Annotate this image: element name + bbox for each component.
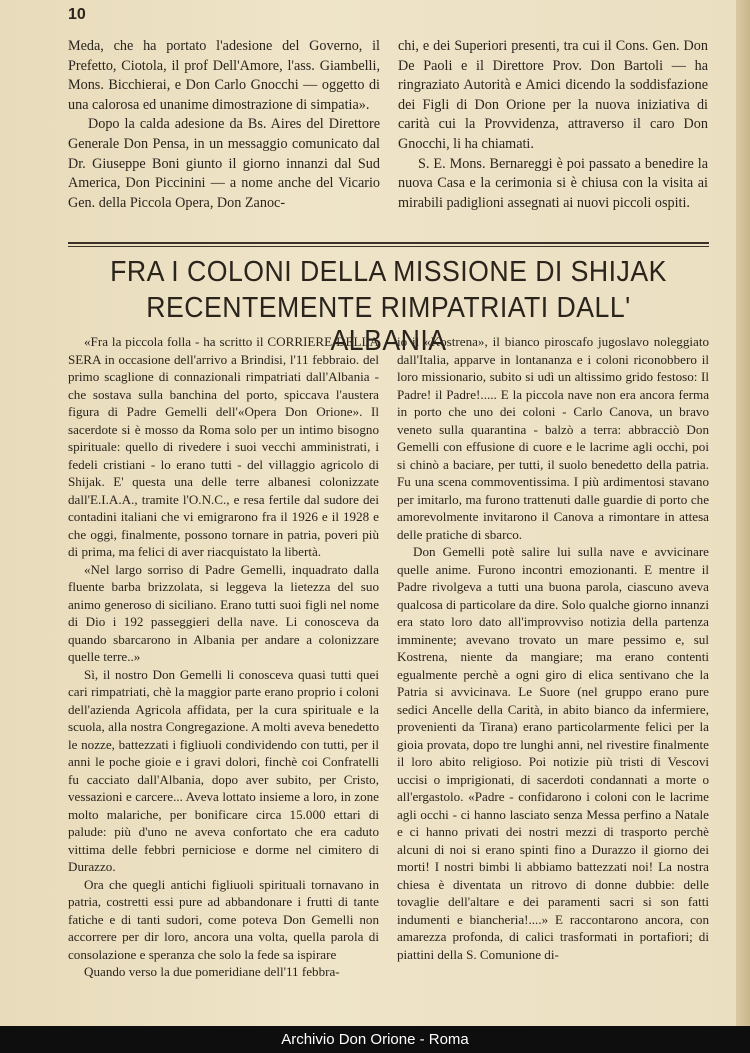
article-paragraph: io il «Kostrena», il bianco piroscafo jugoslavo noleggiato dall'Italia, apparve in lontananza e i coloni riconobbero il loro missionario, subito si udì un altissimo grido festoso: Il Padre! il Padre!..... E la piccola nave non era ancora ferma in porto che uno dei coloni - Carlo Canova, un bravo veneto sulla quarantina - balzò a terra: abbracciò Don Gemelli con effusione di cuore e le lacrime agli occhi, poi si chinò a baciare, per tutti, il suolo benedetto della patria. Fu una scena commoventissima. I più ardimentosi stavano per imitarlo, ma furono trattenuti dalle guardie di porto che amorevolmente invitarono il Canova a rimontare in attesa delle pratiche di sbarco. [397,334,709,542]
section-divider [68,246,709,247]
article-left-column [68,333,379,981]
article-paragraph: Sì, il nostro Don Gemelli li conosceva quasi tutti quei cari rimpatriati, chè la maggior parte erano proprio i coloni dell'azienda Agricola affidata, per la cura spirituale e la scuola, alla nostra Congregazione. A molti aveva benedetto le nozze, battezzati i figliuoli condividendo con tutti, per il anni le poche gioie e i gravi dolori, finchè coi Confratelli fu cacciato dall'Albania, dopo aver subito, per Cristo, vessazioni e carcere... Aveva lottato insieme a loro, in zone molto malariche, per bonificare circa 15.000 ettari di palude: più d'uno ne aveva confortato che era caduto vittima delle febbri perniciose e dorme nel cimitero di Durazzo. [68,666,379,874]
article-headline-line-1: FRA I COLONI DELLA MISSIONE DI SHIJAK [110,256,667,288]
page-number: 10 [68,6,86,23]
archive-footer: Archivio Don Orione - Roma [0,1026,750,1053]
article-right-column [397,333,709,963]
top-left-paragraph: Dopo la calda adesione da Bs. Aires del Direttore Generale Don Pensa, in un messaggio comunicato dal Dr. Giuseppe Boni giunto il giorno innanzi dal Sud America, Don Piccinini — a nome anche del Vicario Gen. della Piccola Opera, Don Zanoc- [68,116,380,211]
top-right-paragraph: chi, e dei Superiori presenti, tra cui il Cons. Gen. Don De Paoli e il Direttore Prov. Don Bartoli — ha ringraziato Autorità e Amici dicendo la soddisfazione dei Figli di Don Orione per la nuova iniziativa di carità cui la Provvidenza, attraverso il caro Don Gnocchi, li ha chiamati. [398,38,708,152]
top-right-paragraph: S. E. Mons. Bernareggi è poi passato a benedire la nuova Casa e la cerimonia si è chiusa con la visita ai mirabili padiglioni assegnati ai nuovi piccoli ospiti. [398,155,708,211]
top-left-paragraph: Meda, che ha portato l'adesione del Governo, il Prefetto, Ciotola, il prof Dell'Amore, l'ass. Giambelli, Mons. Bicchierai, e Don Carlo Gnocchi — oggetto di una calorosa ed unanime dimostrazione di simpatia». [68,38,380,113]
article-paragraph: Quando verso la due pomeridiane dell'11 febbra- [84,964,340,979]
article-headline-line-2: RECENTEMENTE RIMPATRIATI DALL' ALBANIA [146,292,631,357]
section-divider [68,242,709,244]
article-paragraph: «Nel largo sorriso di Padre Gemelli, inquadrato dalla fluente barba brizzolata, si leggeva la lietezza del suo animo generoso di siciliano. Erano tutti suoi figli nel nome di Dio i 192 passeggieri della nave. Li conosceva da quando sbarcarono in Albania per andare a colonizzare quelle terre..» [68,561,379,664]
page-edge [736,0,750,1053]
article-paragraph: Ora che quegli antichi figliuoli spirituali tornavano in patria, costretti essi pure ad abbandonare i frutti di tante fatiche e di tanti sudori, come poteva Don Gemelli non accorrere per dir loro, ancora una volta, quella parola di consolazione e speranza che solo la fede sa ispirare [68,876,379,962]
top-left-column [68,37,380,213]
article-paragraph: «Fra la piccola folla - ha scritto il CORRIERE DELLA SERA in occasione dell'arrivo a Brindisi, l'11 febbraio. del primo scaglione di connazionali rimpatriati dall'Albania - che sostava sulla banchina del porto, spiccava l'austera figura di Padre Gemelli dell'«Opera Don Orione». Il sacerdote si è mosso da Roma solo per un intimo bisogno spirituale: quello di rivedere i suoi vecchi amministrati, i fedeli cristiani - lo erano tutti - del villaggio agricolo di Shijak. E' questa una delle terre albanesi colonizzate dall'E.I.A.A., tramite l'O.N.C., e resa fertile dal sudore dei contadini italiani che vi emigrarono fra il 1926 e il 1928 e che oggi, finalmente, possono tornare in patria, poveri più di prima, ma felici di aver riacquistato la libertà. [68,334,379,559]
article-paragraph: Don Gemelli potè salire lui sulla nave e avvicinare quelle anime. Furono incontri emozionanti. E mentre il Padre rivolgeva a tutti una buona parola, ciascuno aveva qualcosa di particolare da dire. Solo qualche giorno innanzi era stato loro dato all'improvviso notizia della partenza imminente; avevano trovato un mare pessimo e, sul Kostrena, niente da mangiare; ma erano contenti egualmente perchè a ogni giro di elica sentivano che la Patria si avvicinava. Le Suore (nel gruppo erano pure sedici Ancelle della Carità, in abito bianco da infermiere, provenienti da Tirana) erano particolarmente felici per la gioia provata, dopo tre lunghi anni, nel rivestire finalmente il loro abito religioso. Poi notizie più tristi di Vescovi uccisi o imprigionati, di sacerdoti condannati a morte o all'ergastolo. «Padre - confidarono i coloni con le lacrime agli occhi - ci hanno lasciato senza Messa perfino a Natale e ci hanno privati dei nostri mezzi di trasporto perchè alcuni di noi si erano spinti fino a Durazzo il giorno dei morti! I nostri bimbi li abbiamo battezzati noi! La nostra chiesa è diventata un ritrovo di donne dubbie: delle tovaglie dell'altare e dei paramenti sacri si son fatti indumenti e biancheria!....» E raccontarono ancora, con amarezza profonda, di calici trasformati in portafiori; di piattini della S. Comunione di- [397,544,709,962]
top-right-column [398,37,708,213]
